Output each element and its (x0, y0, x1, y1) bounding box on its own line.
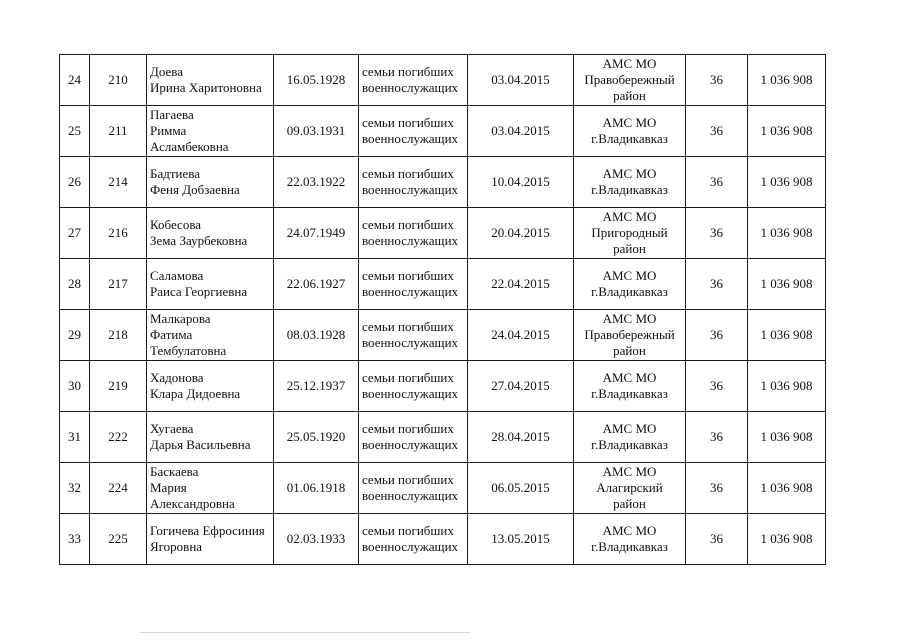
amount-cell: 1 036 908 (748, 412, 826, 463)
scan-artifact-line (140, 632, 470, 633)
authority-line: район (613, 496, 646, 511)
birth-date-cell: 08.03.1928 (274, 310, 359, 361)
table-row (60, 259, 826, 310)
category-cell (359, 361, 468, 412)
area-cell: 36 (686, 310, 748, 361)
table-row (60, 208, 826, 259)
category-line: семьи погибших (362, 268, 454, 283)
full-name-line: Пагаева (150, 107, 194, 122)
category-line: семьи погибших (362, 319, 454, 334)
authority-line: г.Владикавказ (591, 386, 668, 401)
authority-line: АМС МО (602, 166, 657, 181)
authority-line: район (613, 88, 646, 103)
table-row (60, 106, 826, 157)
registry-number-cell: 211 (90, 106, 147, 157)
registry-number-cell: 210 (90, 55, 147, 106)
full-name-line: Клара Дидоевна (150, 386, 241, 401)
registration-date-cell: 20.04.2015 (468, 208, 574, 259)
authority-cell (574, 259, 686, 310)
authority-line: район (613, 241, 646, 256)
authority-line: г.Владикавказ (591, 437, 668, 452)
birth-date-cell: 22.03.1922 (274, 157, 359, 208)
registration-date-cell: 03.04.2015 (468, 106, 574, 157)
category-line: военнослужащих (362, 539, 459, 554)
area-cell: 36 (686, 361, 748, 412)
category-line: военнослужащих (362, 488, 459, 503)
category-line: военнослужащих (362, 182, 459, 197)
row-number-cell: 24 (60, 55, 90, 106)
full-name-line: Римма (150, 123, 187, 138)
amount-cell: 1 036 908 (748, 514, 826, 565)
registry-number-cell: 219 (90, 361, 147, 412)
authority-cell (574, 55, 686, 106)
authority-line: АМС МО (602, 370, 657, 385)
authority-line: г.Владикавказ (591, 131, 668, 146)
table-body (60, 55, 826, 565)
full-name-cell (147, 361, 274, 412)
registry-number-cell: 222 (90, 412, 147, 463)
authority-cell (574, 157, 686, 208)
registry-number-cell: 216 (90, 208, 147, 259)
full-name-cell (147, 514, 274, 565)
row-number-cell: 26 (60, 157, 90, 208)
full-name-line: Гогичева Ефросиния (150, 523, 265, 538)
full-name-line: Фатима (150, 327, 193, 342)
registry-number-cell: 218 (90, 310, 147, 361)
area-cell: 36 (686, 412, 748, 463)
category-line: военнослужащих (362, 335, 459, 350)
full-name-cell (147, 259, 274, 310)
amount-cell: 1 036 908 (748, 259, 826, 310)
category-line: военнослужащих (362, 233, 459, 248)
row-number-cell: 27 (60, 208, 90, 259)
category-line: военнослужащих (362, 284, 459, 299)
table-row (60, 157, 826, 208)
full-name-line: Мария (150, 480, 187, 495)
registration-date-cell: 27.04.2015 (468, 361, 574, 412)
category-cell (359, 106, 468, 157)
authority-cell (574, 514, 686, 565)
full-name-line: Дарья Васильевна (150, 437, 251, 452)
category-line: военнослужащих (362, 437, 459, 452)
authority-line: АМС МО (602, 209, 657, 224)
category-cell (359, 208, 468, 259)
authority-line: Правобережный (584, 72, 675, 87)
amount-cell: 1 036 908 (748, 361, 826, 412)
authority-cell (574, 106, 686, 157)
category-cell (359, 55, 468, 106)
full-name-cell (147, 463, 274, 514)
table-row (60, 514, 826, 565)
category-line: семьи погибших (362, 115, 454, 130)
authority-line: АМС МО (602, 268, 657, 283)
row-number-cell: 31 (60, 412, 90, 463)
birth-date-cell: 22.06.1927 (274, 259, 359, 310)
full-name-cell (147, 208, 274, 259)
table-row (60, 310, 826, 361)
row-number-cell: 29 (60, 310, 90, 361)
full-name-cell (147, 55, 274, 106)
authority-line: Пригородный (591, 225, 668, 240)
row-number-cell: 25 (60, 106, 90, 157)
full-name-cell (147, 106, 274, 157)
category-line: семьи погибших (362, 370, 454, 385)
table-row (60, 412, 826, 463)
recipients-table (59, 54, 826, 565)
birth-date-cell: 25.05.1920 (274, 412, 359, 463)
full-name-line: Ягоровна (150, 539, 203, 554)
row-number-cell: 33 (60, 514, 90, 565)
birth-date-cell: 09.03.1931 (274, 106, 359, 157)
authority-line: АМС МО (602, 56, 657, 71)
full-name-line: Хадонова (150, 370, 204, 385)
registration-date-cell: 10.04.2015 (468, 157, 574, 208)
category-line: семьи погибших (362, 421, 454, 436)
full-name-line: Тембулатовна (150, 343, 227, 358)
full-name-line: Доева (150, 64, 184, 79)
table-row (60, 463, 826, 514)
authority-line: Правобережный (584, 327, 675, 342)
registration-date-cell: 03.04.2015 (468, 55, 574, 106)
full-name-line: Кобесова (150, 217, 202, 232)
full-name-line: Хугаева (150, 421, 194, 436)
full-name-line: Раиса Георгиевна (150, 284, 248, 299)
row-number-cell: 30 (60, 361, 90, 412)
area-cell: 36 (686, 55, 748, 106)
category-cell (359, 157, 468, 208)
full-name-cell (147, 412, 274, 463)
area-cell: 36 (686, 463, 748, 514)
registry-number-cell: 214 (90, 157, 147, 208)
registration-date-cell: 06.05.2015 (468, 463, 574, 514)
table-row (60, 361, 826, 412)
area-cell: 36 (686, 208, 748, 259)
category-line: семьи погибших (362, 523, 454, 538)
row-number-cell: 32 (60, 463, 90, 514)
amount-cell: 1 036 908 (748, 463, 826, 514)
authority-line: г.Владикавказ (591, 539, 668, 554)
authority-line: г.Владикавказ (591, 182, 668, 197)
full-name-line: Бадтиева (150, 166, 200, 181)
full-name-line: Баскаева (150, 464, 199, 479)
authority-line: г.Владикавказ (591, 284, 668, 299)
authority-cell (574, 361, 686, 412)
category-cell (359, 463, 468, 514)
authority-line: АМС МО (602, 311, 657, 326)
category-cell (359, 259, 468, 310)
birth-date-cell: 02.03.1933 (274, 514, 359, 565)
registration-date-cell: 24.04.2015 (468, 310, 574, 361)
birth-date-cell: 01.06.1918 (274, 463, 359, 514)
category-cell (359, 412, 468, 463)
area-cell: 36 (686, 106, 748, 157)
registry-number-cell: 225 (90, 514, 147, 565)
area-cell: 36 (686, 259, 748, 310)
category-line: семьи погибших (362, 217, 454, 232)
authority-line: АМС МО (602, 421, 657, 436)
amount-cell: 1 036 908 (748, 208, 826, 259)
full-name-line: Зема Заурбековна (150, 233, 248, 248)
area-cell: 36 (686, 157, 748, 208)
full-name-line: Асламбековна (150, 139, 229, 154)
full-name-line: Малкарова (150, 311, 211, 326)
category-line: военнослужащих (362, 80, 459, 95)
category-cell (359, 310, 468, 361)
category-line: семьи погибших (362, 472, 454, 487)
authority-line: АМС МО (602, 523, 657, 538)
registry-number-cell: 224 (90, 463, 147, 514)
full-name-line: Феня Добзаевна (150, 182, 240, 197)
amount-cell: 1 036 908 (748, 157, 826, 208)
registry-number-cell: 217 (90, 259, 147, 310)
authority-line: район (613, 343, 646, 358)
registration-date-cell: 22.04.2015 (468, 259, 574, 310)
authority-cell (574, 463, 686, 514)
full-name-line: Саламова (150, 268, 204, 283)
birth-date-cell: 16.05.1928 (274, 55, 359, 106)
category-line: семьи погибших (362, 64, 454, 79)
authority-line: Алагирский (596, 480, 663, 495)
amount-cell: 1 036 908 (748, 310, 826, 361)
authority-cell (574, 310, 686, 361)
amount-cell: 1 036 908 (748, 106, 826, 157)
category-line: военнослужащих (362, 131, 459, 146)
full-name-line: Александровна (150, 496, 235, 511)
registration-date-cell: 28.04.2015 (468, 412, 574, 463)
category-cell (359, 514, 468, 565)
birth-date-cell: 25.12.1937 (274, 361, 359, 412)
area-cell: 36 (686, 514, 748, 565)
full-name-cell (147, 310, 274, 361)
row-number-cell: 28 (60, 259, 90, 310)
birth-date-cell: 24.07.1949 (274, 208, 359, 259)
registration-date-cell: 13.05.2015 (468, 514, 574, 565)
amount-cell: 1 036 908 (748, 55, 826, 106)
authority-line: АМС МО (602, 464, 657, 479)
authority-cell (574, 208, 686, 259)
table-row (60, 55, 826, 106)
full-name-cell (147, 157, 274, 208)
category-line: семьи погибших (362, 166, 454, 181)
authority-line: АМС МО (602, 115, 657, 130)
full-name-line: Ирина Харитоновна (150, 80, 262, 95)
authority-cell (574, 412, 686, 463)
category-line: военнослужащих (362, 386, 459, 401)
